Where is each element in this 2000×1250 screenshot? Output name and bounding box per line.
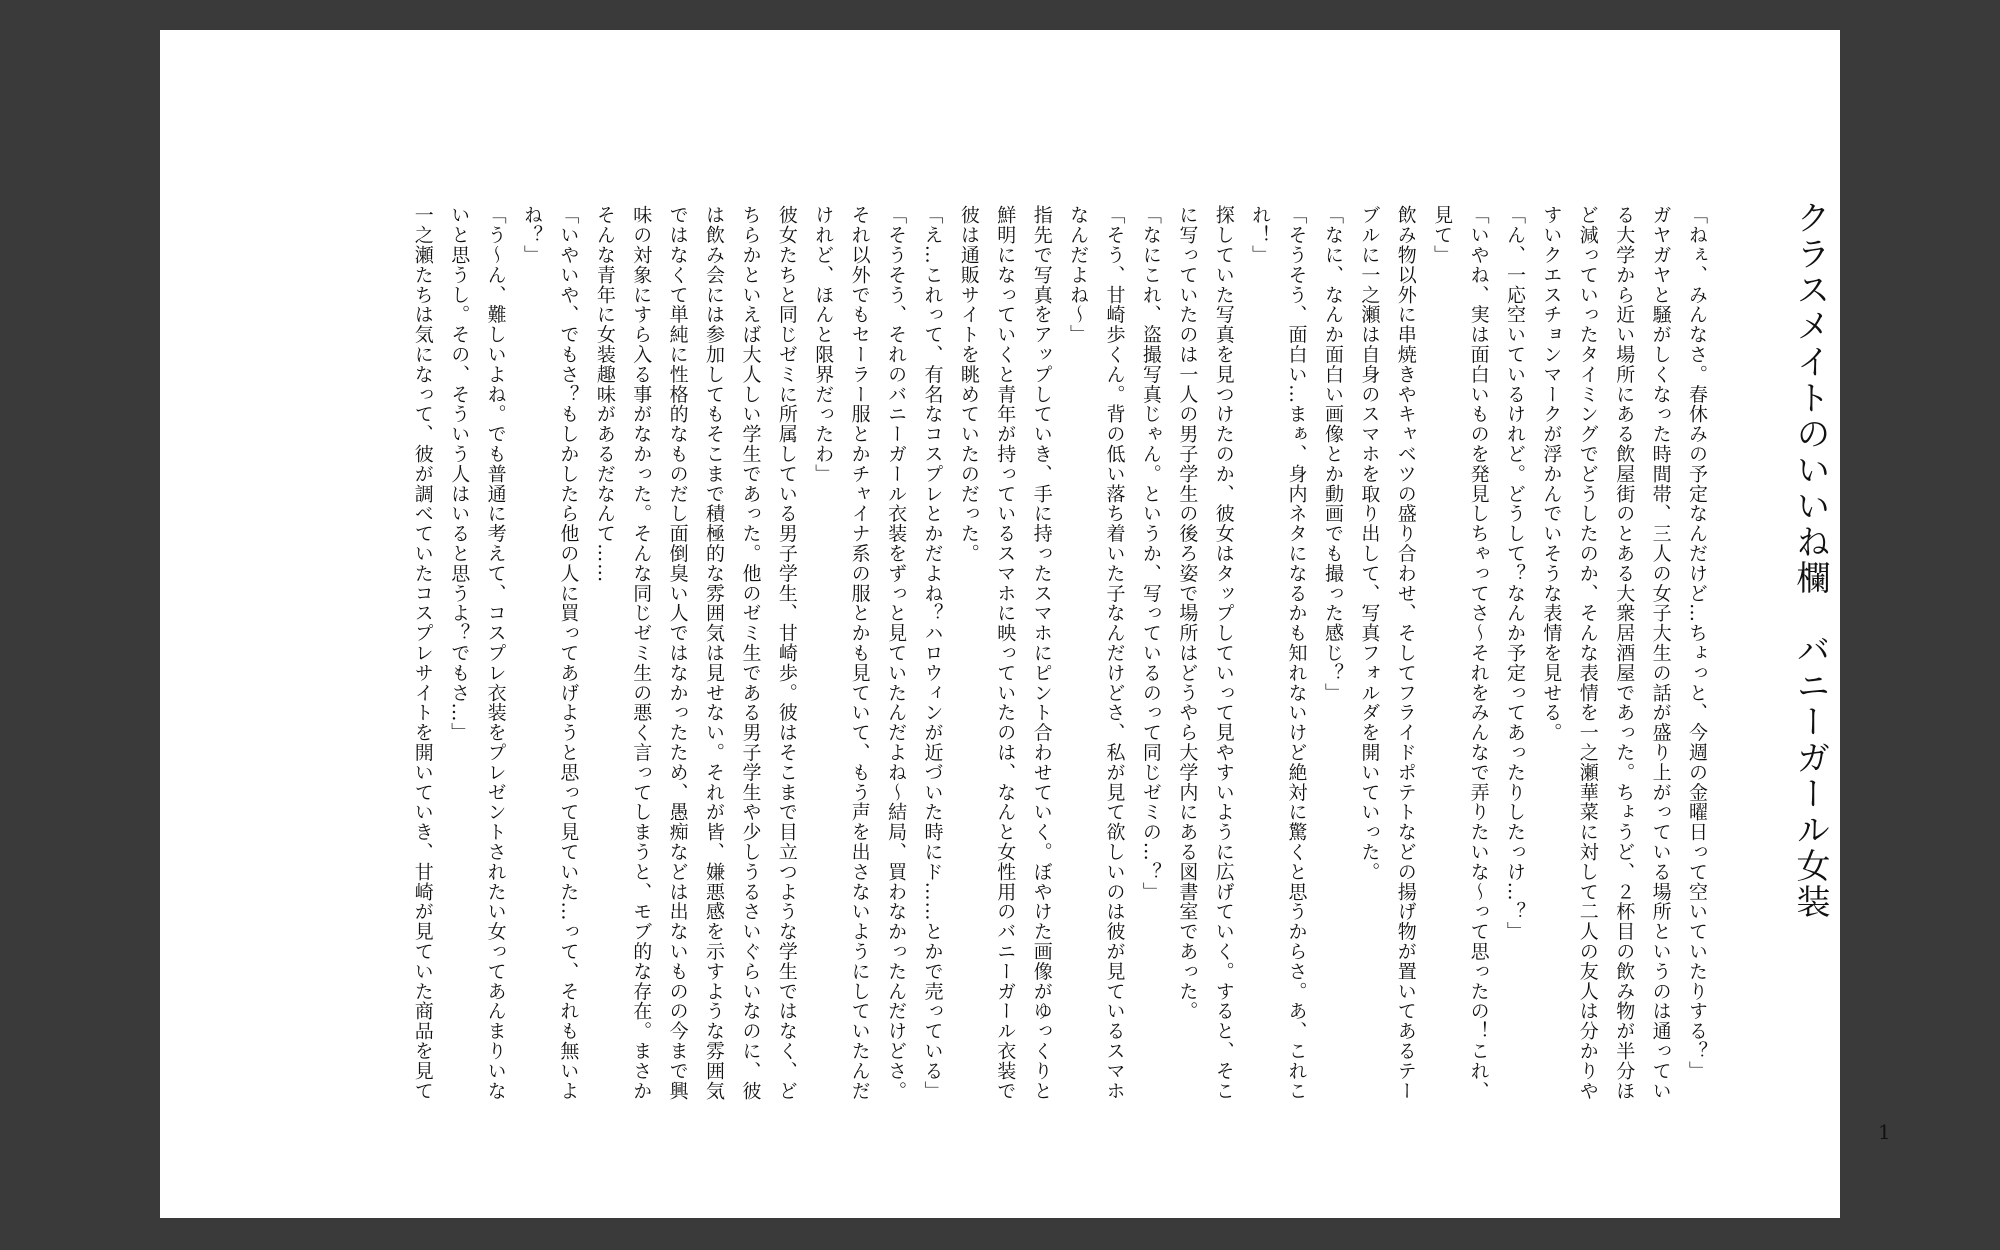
paragraph: 指先で写真をアップしていき、手に持ったスマホにピント合わせていく。ぼやけた画像がゆっくりと鮮明になっていくと青年が持っているスマホに映っていたのは、なんと女性用のバニーガール衣装で彼は通販サイトを眺めていたのだった。 — [957, 205, 1053, 1101]
paragraph: 彼女たちと同じゼミに所属している男子学生、甘崎歩。彼はそこまで目立つような学生ではなく、どちらかといえば大人しい学生であった。他のゼミ生である男子学生や少しうるさいぐらいなのに、彼は飲み会には参加してもそこまで積極的な雰囲気は見せない。それが皆、嫌悪感を示すような雰囲気ではなくて単純に性格的なものだし面倒臭い人ではなかったため、愚痴などは出ないものの今まで興味の対象にすら入る事がなかった。そんな同じゼミ生の悪く言ってしまうと、モブ的な存在。まさかそんな青年に女装趣味があるだなんて…… — [593, 205, 798, 1101]
paragraph: 「そう、甘崎歩くん。背の低い落ち着いた子なんだけどさ、私が見て欲しいのは彼が見ているスマホなんだよね〜」 — [1067, 205, 1126, 1101]
paragraph: ガヤガヤと騒がしくなった時間帯、三人の女子大生の話が盛り上がっている場所というのは通っている大学から近い場所にある飲屋街のとある大衆居酒屋であった。ちょうど、２杯目の飲み物が半分ほど減っていったタイミングでどうしたのか、そんな表情を一之瀬華菜に対して二人の友人は分かりやすいクエスチョンマークが浮かんでいそうな表情を見せる。 — [1540, 205, 1672, 1101]
document-page — [160, 30, 1891, 1218]
paragraph: 「ねぇ、みんなさ。春休みの予定なんだけど…ちょっと、今週の金曜日って空いていたりする？」 — [1686, 205, 1708, 1081]
paragraph: 「なにこれ、盗撮写真じゃん。というか、写っているのって同じゼミの…？」 — [1139, 205, 1162, 902]
paragraph: 飲み物以外に串焼きやキャベツの盛り合わせ、そしてフライドポテトなどの揚げ物が置いてあるテーブルに一之瀬は自身のスマホを取り出して、写真フォルダを開いていった。 — [1358, 205, 1417, 1101]
paragraph: 「そうそう、それのバニーガール衣装をずっと見ていたんだよね〜結局、買わなかったんだけどさ。それ以外でもセーラー服とかチャイナ系の服とかも見ていて、もう声を出さないようにしていたんだけれど、ほんと限界だったわ」 — [812, 205, 908, 1101]
paragraph: 探していた写真を見つけたのか、彼女はタップしていって見やすいように広げていく。すると、そこに写っていたのは一人の男子学生の後ろ姿で場所はどうやら大学内にある図書室であった。 — [1176, 205, 1235, 1101]
paragraph: 「いやね、実は面白いものを発見しちゃってさ〜それをみんなで弄りたいな〜って思ったの！これ、見て」 — [1431, 205, 1490, 1101]
paragraph: 「ん、一応空いているけれど。どうして？なんか予定ってあったりしたっけ…？」 — [1503, 205, 1526, 942]
page-number: 1 — [1878, 1120, 1891, 1144]
paragraph: 「いやいや、でもさ？もしかしたら他の人に買ってあげようと思って見ていた…って、それも無いよね？」 — [521, 205, 580, 1101]
document-title: クラスメイトのいいね欄 バニーガール女装 — [1790, 200, 1830, 920]
document-body — [411, 205, 1715, 1120]
paragraph: 「そうそう、面白い…まぁ、身内ネタになるかも知れないけど絶対に驚くと思うからさ。あ、これこれ！」 — [1249, 205, 1308, 1101]
paragraph: 「え…これって、有名なコスプレとかだよね？ハロウィンが近づいた時にド……とかで売っている」 — [921, 205, 944, 1101]
paragraph: 「なに、なんか面白い画像とか動画でも撮った感じ？」 — [1321, 205, 1344, 703]
paragraph: 「う〜ん、難しいよね。でも普通に考えて、コスプレ衣装をプレゼントされたい女ってあんまりいないと思うし。その、そういう人はいると思うよ？でもさ…」 — [448, 205, 507, 1101]
paragraph: 一之瀬たちは気になって、彼が調べていたコスプレサイトを開いていき、甘崎が見ていた商品を見て — [411, 205, 434, 1101]
